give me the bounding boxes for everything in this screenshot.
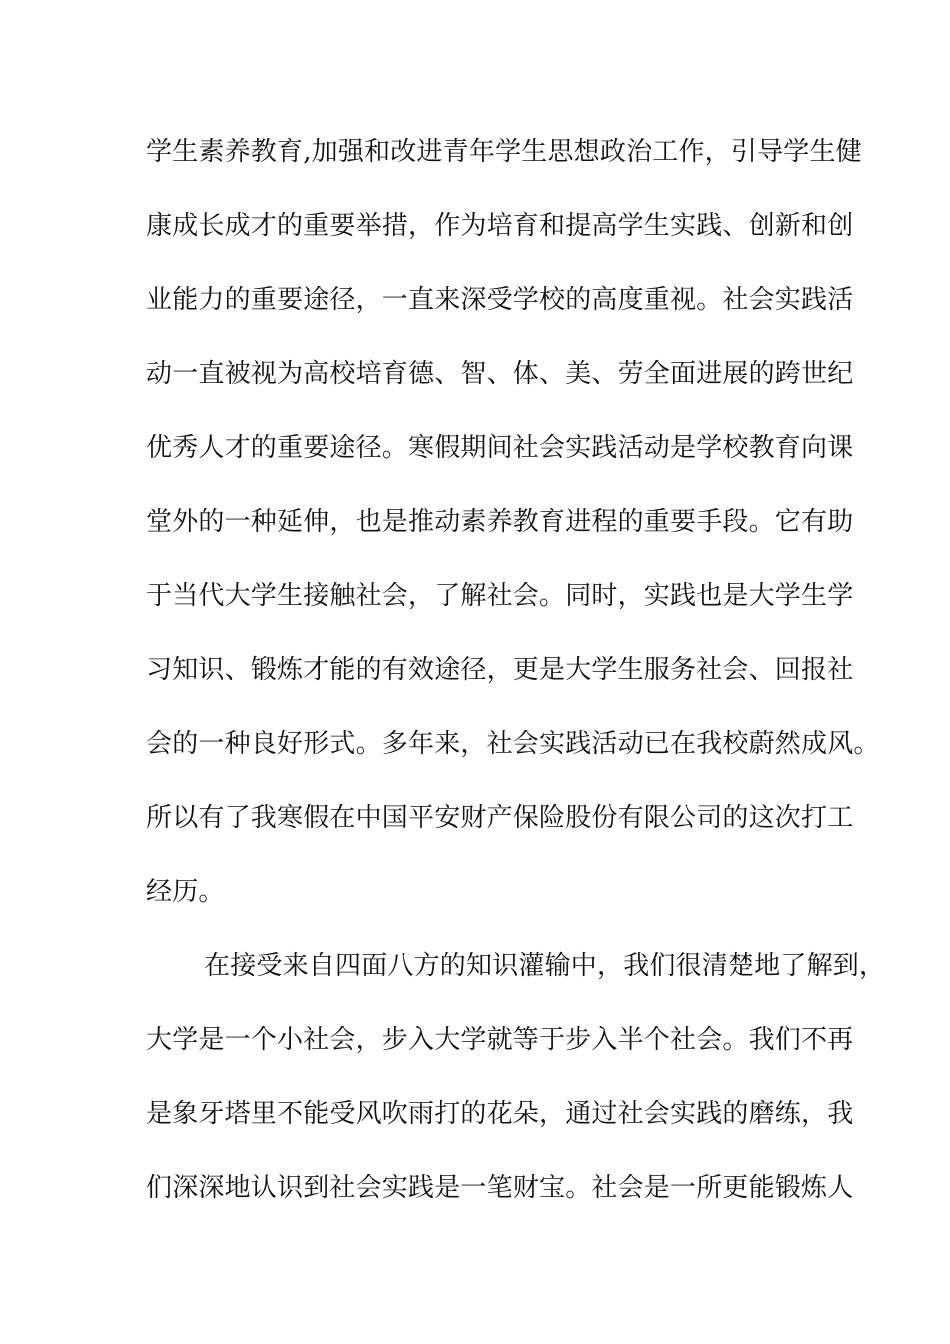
text-line: 学生素养教育,加强和改进青年学生思想政治工作，引导学生健	[146, 137, 862, 167]
text-line: 于当代大学生接触社会，了解社会。同时，实践也是大学生学	[146, 581, 854, 611]
text-line: 会的一种良好形式。多年来，社会实践活动已在我校蔚然成风。	[146, 729, 880, 759]
text-line: 是象牙塔里不能受风吹雨打的花朵，通过社会实践的磨练，我	[146, 1099, 854, 1129]
text-line: 堂外的一种延伸，也是推动素养教育进程的重要手段。它有助	[146, 507, 854, 537]
text-line: 经历。	[146, 877, 225, 907]
text-line: 动一直被视为高校培育德、智、体、美、劳全面进展的跨世纪	[146, 359, 854, 389]
text-line: 业能力的重要途径，一直来深受学校的高度重视。社会实践活	[146, 285, 854, 315]
text-line: 优秀人才的重要途径。寒假期间社会实践活动是学校教育向课	[146, 433, 854, 463]
paragraph-first-line: 在接受来自四面八方的知识灌输中，我们很清楚地了解到，	[204, 951, 886, 981]
text-line: 大学是一个小社会，步入大学就等于步入半个社会。我们不再	[146, 1025, 854, 1055]
text-line: 所以有了我寒假在中国平安财产保险股份有限公司的这次打工	[146, 803, 854, 833]
text-line: 们深深地认识到社会实践是一笔财宝。社会是一所更能锻炼人	[146, 1173, 854, 1203]
text-line: 习知识、锻炼才能的有效途径，更是大学生服务社会、回报社	[146, 655, 854, 685]
text-line: 康成长成才的重要举措，作为培育和提高学生实践、创新和创	[146, 211, 854, 241]
